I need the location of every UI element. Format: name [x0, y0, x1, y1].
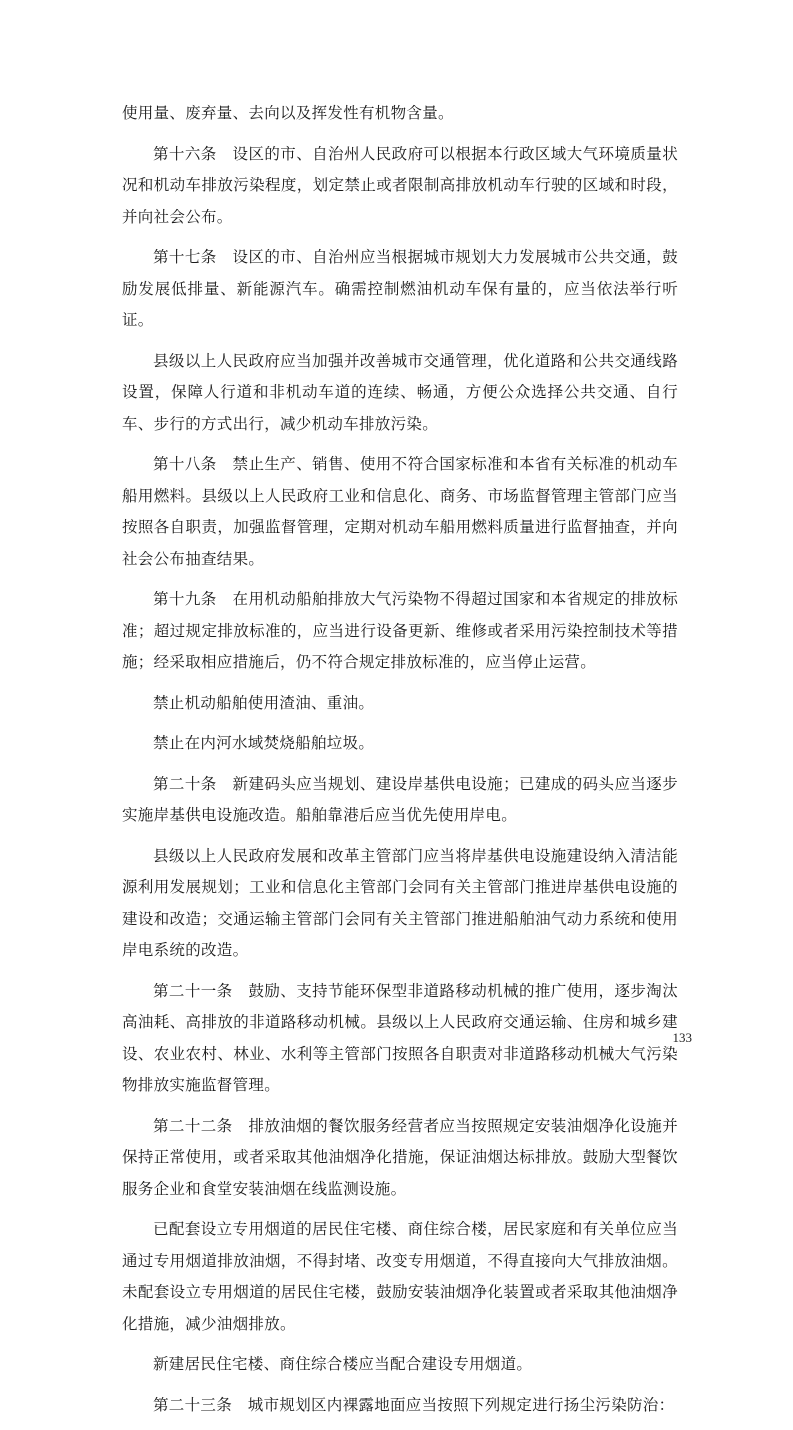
article-16: 第十六条 设区的市、自治州人民政府可以根据本行政区域大气环境质量状况和机动车排放污染程度，划定禁止或者限制高排放机动车行驶的区域和时段，并向社会公布。	[122, 144, 678, 226]
article-17-para-2: 县级以上人民政府应当加强并改善城市交通管理，优化道路和公共交通线路设置，保障人行道和非机动车道的连续、畅通，方便公众选择公共交通、自行车、步行的方式出行，减少机动车排放污染。	[122, 351, 678, 433]
article-20: 第二十条 新建码头应当规划、建设岸基供电设施；已建成的码头应当逐步实施岸基供电设施改造。船舶靠港后应当优先使用岸电。	[122, 774, 678, 824]
article-21: 第二十一条 鼓励、支持节能环保型非道路移动机械的推广使用，逐步淘汰高油耗、高排放的非道路移动机械。县级以上人民政府交通运输、住房和城乡建设、农业农村、林业、水利等主管部门按照各自职责对非道路移动机械大气污染物排放实施监督管理。	[122, 981, 678, 1094]
paragraph-continuation: 使用量、废弃量、去向以及挥发性有机物含量。	[122, 104, 454, 122]
article-22: 第二十二条 排放油烟的餐饮服务经营者应当按照规定安装油烟净化设施并保持正常使用，或者采取其他油烟净化措施，保证油烟达标排放。鼓励大型餐饮服务企业和食堂安装油烟在线监测设施。	[122, 1116, 678, 1198]
article-23: 第二十三条 城市规划区内裸露地面应当按照下列规定进行扬尘污染防治：	[153, 1395, 675, 1414]
article-22-para-3: 新建居民住宅楼、商住综合楼应当配合建设专用烟道。	[153, 1355, 533, 1373]
page-number: 133	[672, 1030, 692, 1045]
article-17: 第十七条 设区的市、自治州应当根据城市规划大力发展城市公共交通，鼓励发展低排量、新能源汽车。确需控制燃油机动车保有量的，应当依法举行听证。	[122, 248, 678, 329]
article-18: 第十八条 禁止生产、销售、使用不符合国家标准和本省有关标准的机动车船用燃料。县级以上人民政府工业和信息化、商务、市场监督管理主管部门应当按照各自职责，加强监督管理，定期对机动车船用燃料质量进行监督抽查，并向社会公布抽查结果。	[122, 455, 678, 568]
article-22-para-2: 已配套设立专用烟道的居民住宅楼、商住综合楼，居民家庭和有关单位应当通过专用烟道排放油烟，不得封堵、改变专用烟道，不得直接向大气排放油烟。未配套设立专用烟道的居民住宅楼，鼓励安装油烟净化装置或者采取其他油烟净化措施，减少油烟排放。	[122, 1220, 678, 1333]
article-20-para-2: 县级以上人民政府发展和改革主管部门应当将岸基供电设施建设纳入清洁能源利用发展规划；工业和信息化主管部门会同有关主管部门推进岸基供电设施的建设和改造；交通运输主管部门会同有关主管部门推进船舶油气动力系统和使用岸电系统的改造。	[122, 846, 678, 959]
article-19: 第十九条 在用机动船舶排放大气污染物不得超过国家和本省规定的排放标准；超过规定排放标准的，应当进行设备更新、维修或者采用污染控制技术等措施；经采取相应措施后，仍不符合规定排放标准的，应当停止运营。	[122, 590, 678, 671]
article-19-para-2: 禁止机动船舶使用渣油、重油。	[153, 693, 375, 712]
article-19-para-3: 禁止在内河水域焚烧船舶垃圾。	[153, 734, 375, 752]
body-text	[122, 98, 678, 1430]
